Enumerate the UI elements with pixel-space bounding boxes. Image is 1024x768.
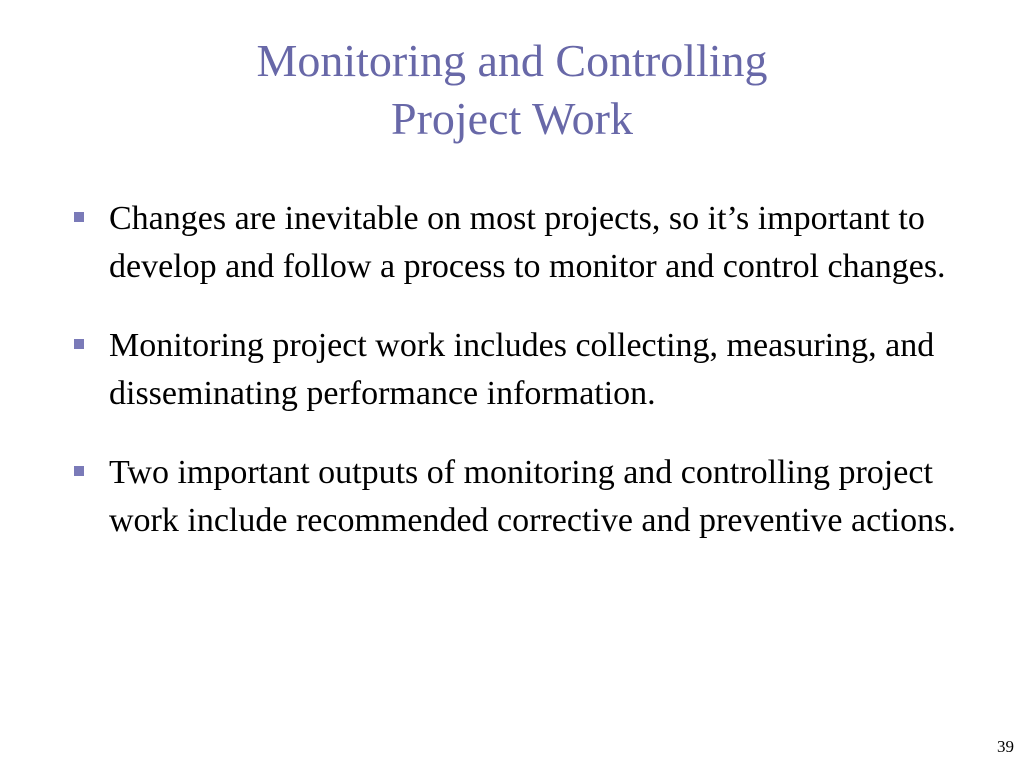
slide-title-line-2: Project Work (390, 93, 634, 144)
page-number: 39 (997, 737, 1014, 756)
square-bullet-icon (74, 212, 84, 222)
bullet-text: Monitoring project work includes collecting, measuring, and disseminating performance information. (109, 327, 935, 412)
slide-title (0, 32, 1024, 148)
bullet-item (72, 195, 972, 291)
bullet-text: Two important outputs of monitoring and controlling project work include recommended corrective and preventive actions. (109, 454, 956, 539)
bullet-text: Changes are inevitable on most projects, so it’s important to develop and follow a process to monitor and control changes. (109, 200, 946, 285)
bullet-item (72, 322, 972, 418)
square-bullet-icon (74, 339, 84, 349)
slide-title-line-1: Monitoring and Controlling (256, 35, 768, 86)
bullet-list (72, 195, 972, 576)
bullet-item (72, 449, 972, 545)
square-bullet-icon (74, 466, 84, 476)
